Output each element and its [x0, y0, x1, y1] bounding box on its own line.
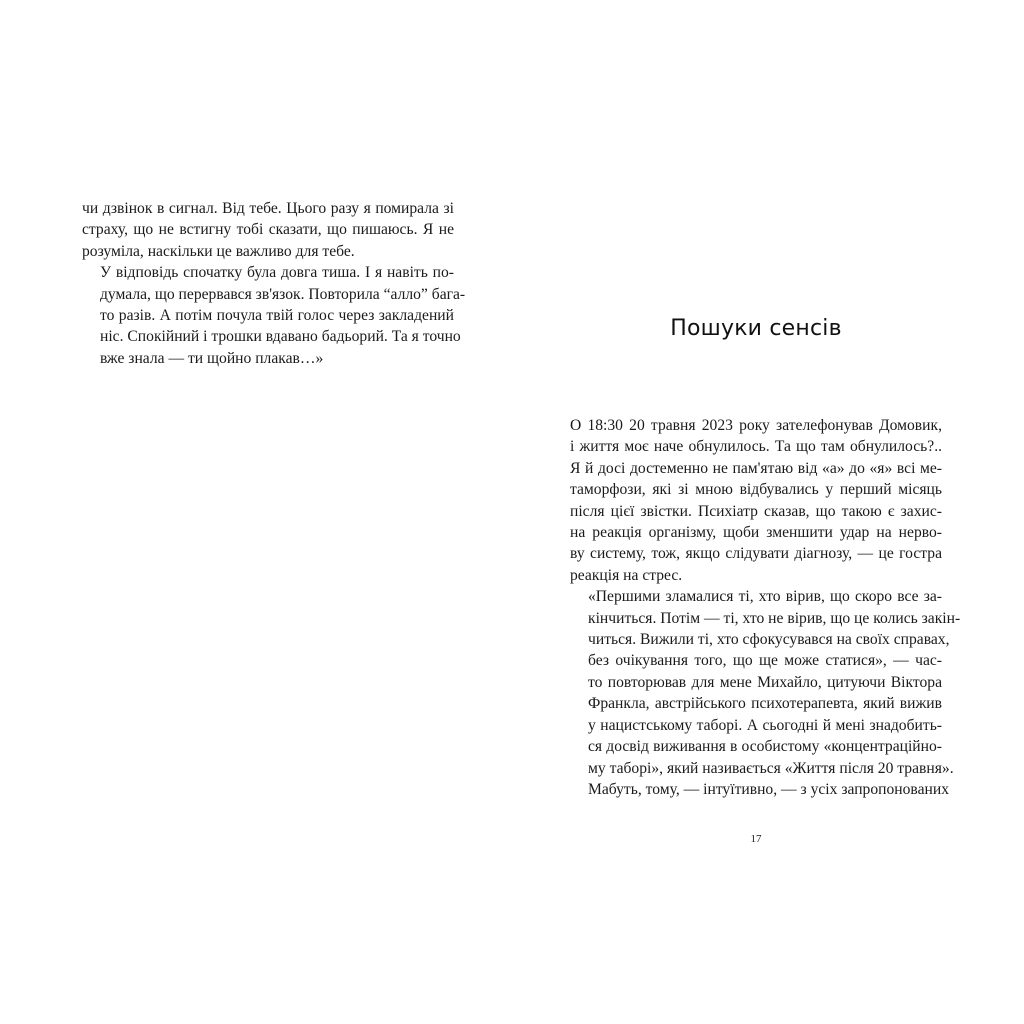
text-line: вже знала — ти щойно плакав…»: [100, 349, 324, 367]
text-line: реакція на стрес.: [570, 566, 683, 584]
left-paragraph-1: [82, 198, 454, 262]
right-page: [570, 0, 961, 1024]
text-line: Я й досі достеменно не пам'ятаю від «а» до «я» всі ме-: [570, 459, 942, 477]
text-line: то повторював для мене Михайло, цитуючи Віктора: [588, 673, 942, 691]
right-paragraph-1: [570, 415, 942, 586]
text-line: ся досвід виживання в особистому «концентраційно-: [588, 738, 942, 756]
text-line: у нацистському таборі. А сьогодні й мені знадобить-: [588, 716, 942, 734]
text-line: «Першими зламалися ті, хто вірив, що скоро все за-: [588, 588, 942, 606]
text-line: страху, що не встигну тобі сказати, що пишаюсь. Я не: [82, 221, 454, 239]
text-line: О 18:30 20 травня 2023 року зателефонував Домовик,: [570, 417, 942, 434]
chapter-title: Пошуки сенсів: [670, 316, 842, 341]
text-line: розуміла, наскільки це важливо для тебе.: [82, 242, 355, 260]
text-line: му таборі», який називається «Життя після 20 травня».: [588, 759, 954, 777]
left-paragraph-2: [82, 262, 466, 369]
text-line: кінчиться. Потім — ті, хто не вірив, що це колись закін-: [588, 609, 961, 627]
left-page: [82, 198, 466, 369]
page-number: 17: [750, 833, 762, 845]
text-line: таморфози, які зі мною відбувались у перший місяць: [570, 481, 942, 499]
right-page-body: [570, 415, 961, 800]
text-line: і життя моє наче обнулилось. Та що там обнулилось?..: [570, 438, 942, 456]
text-line: на реакція організму, щоби зменшити удар на нерво-: [570, 524, 942, 542]
text-line: без очікування того, що ще може статися», — час-: [588, 652, 942, 670]
right-paragraph-2: [570, 586, 961, 800]
left-page-body: [82, 198, 466, 369]
text-line: чи дзвінок в сигнал. Від тебе. Цього разу я помирала зі: [82, 200, 454, 217]
text-line: думала, що перервався зв'язок. Повторила “алло” бага-: [100, 285, 466, 303]
text-line: Мабуть, тому, — інтуїтивно, — з усіх запропонованих: [588, 780, 949, 798]
text-line: читься. Вижили ті, хто сфокусувався на своїх справах,: [588, 631, 950, 649]
text-line: Франкла, австрійського психотерапевта, який вижив: [588, 695, 942, 713]
text-line: після цієї звістки. Психіатр сказав, що такою є захис-: [570, 502, 942, 520]
text-line: У відповідь спочатку була довга тиша. І я навіть по-: [100, 264, 454, 282]
text-line: ніс. Спокійний і трошки вдавано бадьорий. Та я точно: [100, 328, 461, 346]
text-line: ву систему, тож, якщо слідувати діагнозу, — це гостра: [570, 545, 942, 563]
text-line: то разів. А потім почула твій голос через закладений: [100, 307, 454, 325]
